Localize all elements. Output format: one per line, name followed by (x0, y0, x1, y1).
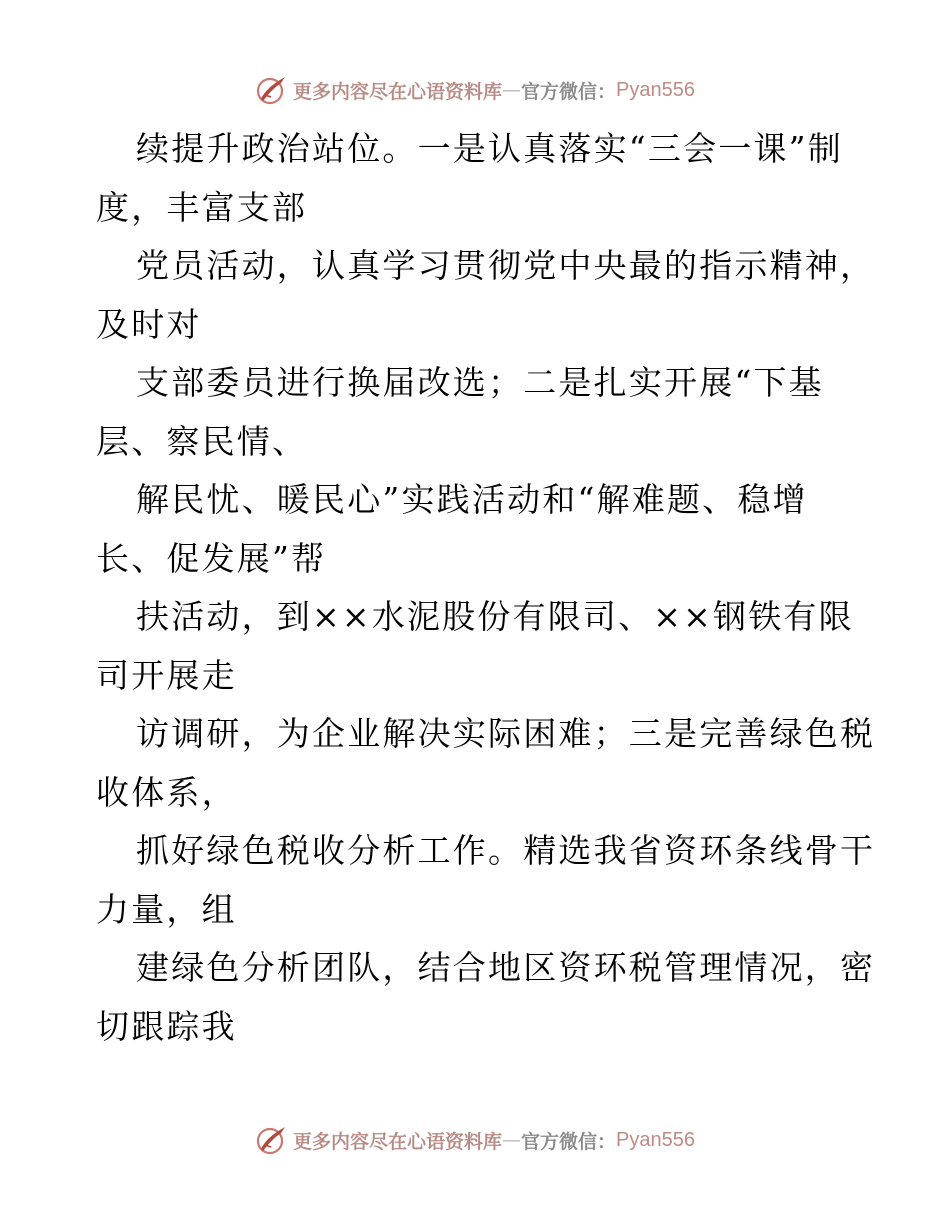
text-line: 党员活动，认真学习贯彻党中央最的指示精神， (136, 246, 876, 285)
text-line: 切跟踪我 (96, 1006, 237, 1046)
text-line: 层、察民情、 (96, 421, 308, 461)
text-line: 及时对 (96, 304, 202, 344)
watermark-wechat-label: 官方微信： (521, 80, 617, 103)
text-line: 续提升政治站位。一是认真落实“三会一课”制 (136, 129, 843, 168)
text-line: 收体系， (96, 772, 237, 812)
text-line: 建绿色分析团队，结合地区资环税管理情况，密 (136, 948, 876, 987)
watermark-wechat-id: Pyan556 (616, 1128, 695, 1151)
text-line: 度，丰富支部 (96, 187, 308, 227)
footer-watermark (0, 1120, 950, 1160)
watermark-wechat-label: 官方微信： (521, 1130, 617, 1153)
pen-logo-icon (255, 73, 289, 107)
text-line: 解民忧、暖民心”实践活动和“解难题、稳增 (136, 480, 808, 519)
header-watermark (0, 70, 950, 110)
pen-logo-icon (255, 1123, 289, 1157)
text-line: 扶活动，到××水泥股份有限司、××钢铁有限 (136, 597, 854, 636)
document-body (96, 120, 876, 1056)
watermark-site-text: 更多内容尽在心语资料库 (293, 80, 503, 103)
watermark-site-text: 更多内容尽在心语资料库 (293, 1130, 503, 1153)
text-line: 长、促发展”帮 (96, 538, 327, 578)
text-line: 抓好绿色税收分析工作。精选我省资环条线骨干 (136, 831, 876, 870)
text-line: 司开展走 (96, 655, 237, 695)
watermark-dash: — (502, 1129, 522, 1151)
text-line: 力量，组 (96, 889, 237, 929)
watermark-wechat-id: Pyan556 (616, 78, 695, 101)
text-line: 支部委员进行换届改选；二是扎实开展“下基 (136, 363, 824, 402)
watermark-dash: — (502, 79, 522, 101)
text-line: 访调研，为企业解决实际困难；三是完善绿色税 (136, 714, 876, 753)
